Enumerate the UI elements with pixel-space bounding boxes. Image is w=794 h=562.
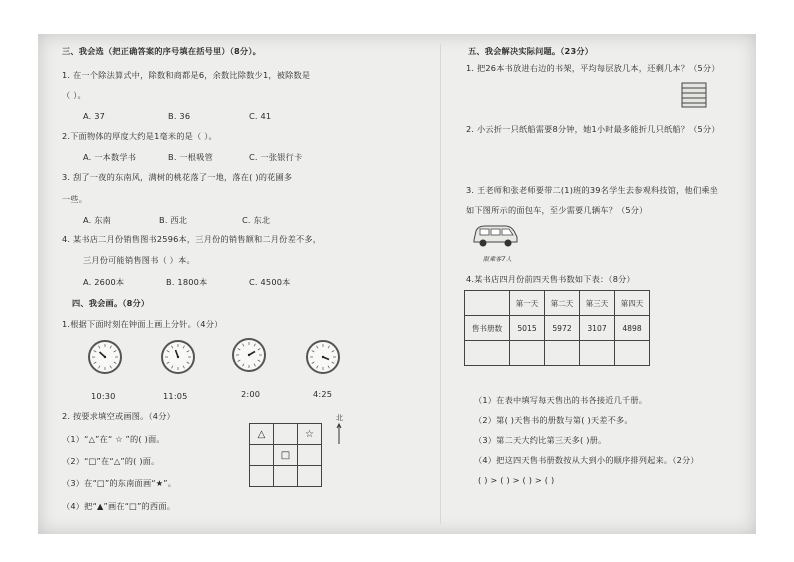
question-1-answer-blank: （ ）。 (62, 90, 86, 100)
table-header-cell: 第四天 (615, 291, 650, 316)
section-5-title: 五、我会解决实际问题。（23分） (468, 46, 594, 56)
sub-question-2: （2）第( )天售书的册数与第( )天差不多。 (474, 415, 633, 425)
north-arrow-icon (336, 423, 342, 445)
clock-face-2[interactable] (161, 340, 195, 374)
position-question-2: （2）“□”在“△”的( )面。 (62, 456, 160, 466)
north-label: 北 (336, 414, 344, 422)
problem-4-text: 4.某书店四月份前四天售书数如下表：（8分） (466, 274, 635, 284)
section-4-question-1: 1.根据下面时刻在钟面上画上分针。（4分） (62, 319, 223, 329)
question-2-text: 2.下面物体的厚度大约是1毫米的是（ ）。 (62, 131, 217, 141)
table-cell[interactable] (615, 341, 650, 366)
question-2-option-c: C. 一张银行卡 (249, 152, 303, 162)
position-question-1: （1）“△”在“ ☆ ”的( )面。 (62, 434, 165, 444)
grid-cell[interactable]: □ (274, 445, 298, 466)
question-3-text-cont: 一些。 (62, 194, 88, 204)
table-cell[interactable] (545, 341, 580, 366)
table-cell: 5972 (545, 316, 580, 341)
grid-cell[interactable] (274, 424, 298, 445)
table-row[interactable] (465, 341, 650, 366)
table-cell[interactable] (510, 341, 545, 366)
question-3-option-b: B. 西北 (159, 215, 188, 225)
table-cell[interactable] (465, 341, 510, 366)
sub-question-1: （1）在表中填写每天售出的书各接近几千册。 (474, 395, 648, 405)
sales-table (464, 290, 650, 366)
bookshelf-icon (681, 82, 707, 108)
grid-cell[interactable]: △ (250, 424, 274, 445)
position-question-4: （4）把“▲”画在“□”的西面。 (62, 501, 176, 511)
table-cell: 3107 (580, 316, 615, 341)
column-divider (440, 44, 441, 524)
question-4-option-b: B. 1800本 (166, 277, 208, 287)
clock-face-3[interactable] (232, 338, 266, 372)
question-1-text: 1. 在一个除法算式中，除数和商都是6，余数比除数少1，被除数是 (62, 70, 311, 80)
question-2-option-a: A. 一本数学书 (83, 152, 137, 162)
question-3-text: 3. 刮了一夜的东南风，满树的桃花落了一地，落在( )的花圃多 (62, 172, 293, 182)
position-grid[interactable] (249, 423, 322, 487)
grid-cell[interactable]: ☆ (298, 424, 322, 445)
question-4-text: 4. 某书店二月份销售图书2596本，三月份的销售额和二月份差不多， (62, 234, 322, 244)
section-4-question-2: 2. 按要求填空或画图。（4分） (62, 411, 175, 421)
problem-3-text-cont: 如下图所示的面包车，至少需要几辆车？（5分） (466, 205, 648, 215)
clock-time-4: 4:25 (313, 389, 333, 399)
grid-cell[interactable] (250, 445, 274, 466)
problem-2-text: 2. 小云折一只纸船需要8分钟，她1小时最多能折几只纸船？（5分） (466, 124, 720, 134)
table-row-label: 售书册数 (465, 316, 510, 341)
table-header-cell (465, 291, 510, 316)
question-2-option-b: B. 一根吸管 (168, 152, 213, 162)
sub-question-3: （3）第二天大约比第三天多( )册。 (474, 435, 607, 445)
clock-time-1: 10:30 (91, 391, 116, 401)
grid-cell[interactable] (298, 466, 322, 487)
grid-cell[interactable] (250, 466, 274, 487)
table-row (465, 291, 650, 316)
clock-time-3: 2:00 (241, 389, 261, 399)
section-3-title: 三、我会选（把正确答案的序号填在括号里）（8分）。 (62, 46, 261, 56)
grid-cell[interactable] (298, 445, 322, 466)
question-3-option-c: C. 东北 (242, 215, 271, 225)
question-4-option-a: A. 2600本 (83, 277, 125, 287)
problem-1-text: 1. 把26本书放进右边的书架，平均每层放几本，还剩几本？（5分） (466, 63, 720, 73)
question-1-option-a: A. 37 (83, 111, 106, 121)
position-question-3: （3）在“□”的东南面画“★”。 (62, 478, 177, 488)
clock-dial-icon (90, 342, 120, 372)
order-answer-line[interactable]: ( ) > ( ) > ( ) > ( ) (478, 475, 555, 485)
table-cell[interactable] (580, 341, 615, 366)
table-cell: 4898 (615, 316, 650, 341)
problem-3-text: 3. 王老师和张老师要带二(1)班的39名学生去参观科技馆，他们乘坐 (466, 185, 719, 195)
clock-dial-icon (308, 342, 338, 372)
question-3-option-a: A. 东南 (83, 215, 112, 225)
clock-face-1[interactable] (88, 340, 122, 374)
clock-dial-icon (163, 342, 193, 372)
clock-face-4[interactable] (306, 340, 340, 374)
exam-sheet (38, 34, 756, 534)
question-4-text-cont: 三月份可能销售图书（ ）本。 (83, 255, 195, 265)
section-4-title: 四、我会画。（8分） (72, 298, 150, 308)
minivan-icon (471, 222, 519, 250)
clock-time-2: 11:05 (163, 391, 188, 401)
table-header-cell: 第一天 (510, 291, 545, 316)
table-cell: 5015 (510, 316, 545, 341)
clock-dial-icon (234, 340, 264, 370)
grid-cell[interactable] (274, 466, 298, 487)
question-4-option-c: C. 4500本 (249, 277, 291, 287)
table-header-cell: 第三天 (580, 291, 615, 316)
car-capacity-caption: 限乘客7人 (483, 256, 512, 263)
table-row (465, 316, 650, 341)
question-1-option-c: C. 41 (249, 111, 272, 121)
question-1-option-b: B. 36 (168, 111, 191, 121)
sub-question-4: （4）把这四天售书册数按从大到小的顺序排列起来。（2分） (474, 455, 699, 465)
table-header-cell: 第二天 (545, 291, 580, 316)
